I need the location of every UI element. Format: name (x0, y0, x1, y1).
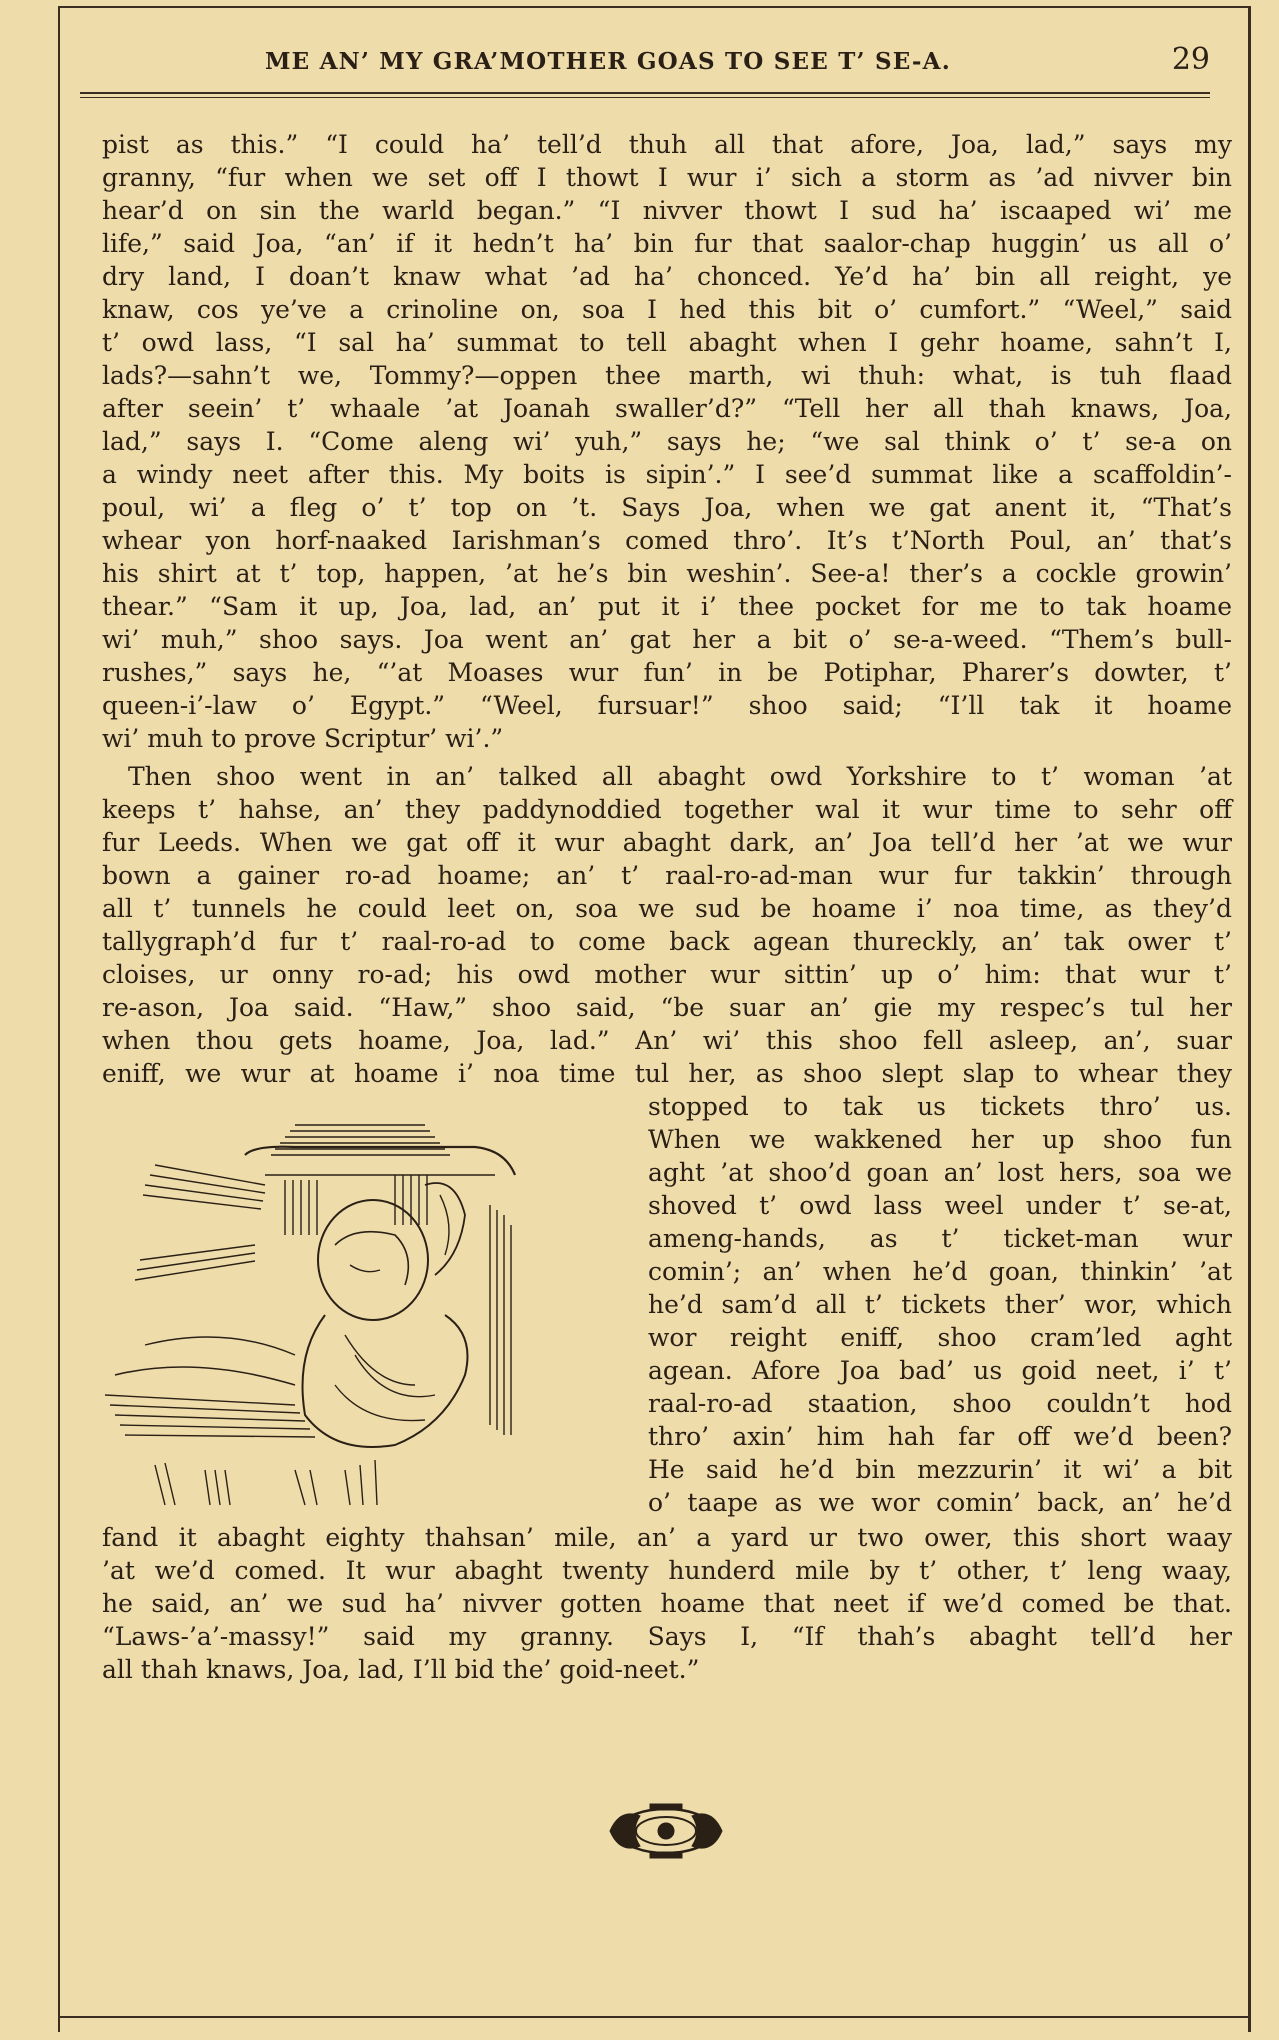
text-line: all t’ tunnels he could leet on, soa we sud be hoame i’ noa time, as they’d (102, 894, 1232, 923)
text-line: bown a gainer ro-ad hoame; an’ t’ raal-ro-ad-man wur fur takkin’ through (102, 861, 1232, 890)
text-line: raal-ro-ad staation, shoo couldn’t hod (648, 1389, 1232, 1418)
text-line: he’d sam’d all t’ tickets ther’ wor, which (648, 1290, 1232, 1319)
text-line: lads?—sahn’t we, Tommy?—oppen thee marth, wi thuh: what, is tuh flaad (102, 361, 1232, 390)
text-line: comin’; an’ when he’d goan, thinkin’ ’at (648, 1257, 1232, 1286)
text-line: o’ taape as we wor comin’ back, an’ he’d (648, 1488, 1232, 1517)
text-line: whear yon horf-naaked Iarishman’s comed thro’. It’s t’North Poul, an’ that’s (102, 526, 1232, 555)
text-line: all thah knaws, Joa, lad, I’ll bid the’ goid-neet.” (102, 1655, 700, 1684)
text-line: life,” said Joa, “an’ if it hedn’t ha’ bin fur that saalor-chap huggin’ us all o’ (102, 229, 1232, 258)
text-line: a windy neet after this. My boits is sipin’.” I see’d summat like a scaffoldin’- (102, 460, 1232, 489)
hatching-left (135, 1165, 265, 1280)
text-line: when thou gets hoame, Joa, lad.” An’ wi’ this shoo fell asleep, an’, suar (102, 1026, 1232, 1055)
text-line: When we wakkened her up shoo fun (648, 1125, 1232, 1154)
figure-outline (303, 1200, 468, 1447)
running-head-title: ME AN’ MY GRA’MOTHER GOAS TO SEE T’ SE-A. (265, 48, 951, 75)
page-border-bottom (58, 2016, 1251, 2018)
text-line: He said he’d bin mezzurin’ it wi’ a bit (648, 1455, 1232, 1484)
text-line: fand it abaght eighty thahsan’ mile, an’ a yard ur two ower, this short waay (102, 1523, 1232, 1552)
page-border-right (1248, 6, 1251, 2032)
hatching-top (271, 1125, 450, 1155)
text-line: keeps t’ hahse, an’ they paddynoddied together wal it wur time to sehr off (102, 795, 1232, 824)
text-line: after seein’ t’ whaale ’at Joanah swaller’d?” “Tell her all thah knaws, Joa, (102, 394, 1232, 423)
tailpiece-ornament (600, 1798, 732, 1864)
ground-strokes (155, 1460, 377, 1505)
text-line: cloises, ur onny ro-ad; his owd mother wur sittin’ up o’ him: that wur t’ (102, 960, 1232, 989)
vertical-hatching (285, 1175, 511, 1435)
page-border-left (58, 6, 60, 2032)
text-line: wi’ muh,” shoo says. Joa went an’ gat her a bit o’ se-a-weed. “Them’s bull- (102, 625, 1232, 654)
text-line: lad,” says I. “Come aleng wi’ yuh,” says he; “we sal think o’ t’ se-a on (102, 427, 1232, 456)
text-line: poul, wi’ a fleg o’ t’ top on ’t. Says Joa, when we gat anent it, “That’s (102, 493, 1232, 522)
text-line: granny, “fur when we set off I thowt I wur i’ sich a storm as ’ad nivver bin (102, 163, 1232, 192)
dress-folds-left (105, 1337, 315, 1437)
text-line: knaw, cos ye’ve a crinoline on, soa I hed this bit o’ cumfort.” “Weel,” said (102, 295, 1232, 324)
running-head (80, 42, 1230, 82)
text-line: thro’ axin’ him hah far off we’d been? (648, 1422, 1232, 1451)
page-border-top (58, 6, 1251, 8)
text-line: shoved t’ owd lass weel under t’ se-at, (648, 1191, 1232, 1220)
text-line: aght ’at shoo’d goan an’ lost hers, soa we (648, 1158, 1232, 1187)
text-line: eniff, we wur at hoame i’ noa time tul her, as shoo slept slap to whear they (102, 1059, 1232, 1088)
text-line: thear.” “Sam it up, Joa, lad, an’ put it i’ thee pocket for me to tak hoame (102, 592, 1232, 621)
text-line: wor reight eniff, shoo cram’led aght (648, 1323, 1232, 1352)
text-line: tallygraph’d fur t’ raal-ro-ad to come back agean thureckly, an’ tak ower t’ (102, 927, 1232, 956)
text-line: rushes,” says he, “’at Moases wur fun’ in be Potiphar, Pharer’s dowter, t’ (102, 658, 1232, 687)
text-line: “Laws-’a’-massy!” said my granny. Says I, “If thah’s abaght tell’d her (102, 1622, 1232, 1651)
text-line: wi’ muh to prove Scriptur’ wi’.” (102, 724, 504, 753)
paragraph-first-line: Then shoo went in an’ talked all abaght owd Yorkshire to t’ woman ’at (128, 762, 1232, 791)
sleeping-granny-engraving (95, 1085, 635, 1525)
text-line: he said, an’ we sud ha’ nivver gotten hoame that neet if we’d comed be that. (102, 1589, 1232, 1618)
bonnet-ribbons (425, 1183, 465, 1275)
text-line: fur Leeds. When we gat off it wur abaght dark, an’ Joa tell’d her ’at we wur (102, 828, 1232, 857)
text-line: dry land, I doan’t knaw what ’ad ha’ chonced. Ye’d ha’ bin all reight, ye (102, 262, 1232, 291)
text-line: hear’d on sin the warld began.” “I nivver thowt I sud ha’ iscaaped wi’ me (102, 196, 1232, 225)
text-line: ameng-hands, as t’ ticket-man wur (648, 1224, 1232, 1253)
text-line: queen-i’-law o’ Egypt.” “Weel, fursuar!” shoo said; “I’ll tak it hoame (102, 691, 1232, 720)
text-line: stopped to tak us tickets thro’ us. (648, 1092, 1232, 1121)
text-line: re-ason, Joa said. “Haw,” shoo said, “be suar an’ gie my respec’s tul her (102, 993, 1232, 1022)
text-line: ’at we’d comed. It wur abaght twenty hunderd mile by t’ other, t’ leng waay, (102, 1556, 1232, 1585)
page-number: 29 (1171, 42, 1210, 77)
seat-back (245, 1147, 515, 1175)
text-line: pist as this.” “I could ha’ tell’d thuh all that afore, Joa, lad,” says my (102, 130, 1232, 159)
header-rule-thin (80, 97, 1210, 98)
header-rule (80, 92, 1210, 94)
text-line: his shirt at t’ top, happen, ’at he’s bin weshin’. See-a! ther’s a cockle growin’ (102, 559, 1232, 588)
text-line: agean. Afore Joa bad’ us goid neet, i’ t’ (648, 1356, 1232, 1385)
text-line: t’ owd lass, “I sal ha’ summat to tell abaght when I gehr hoame, sahn’t I, (102, 328, 1232, 357)
